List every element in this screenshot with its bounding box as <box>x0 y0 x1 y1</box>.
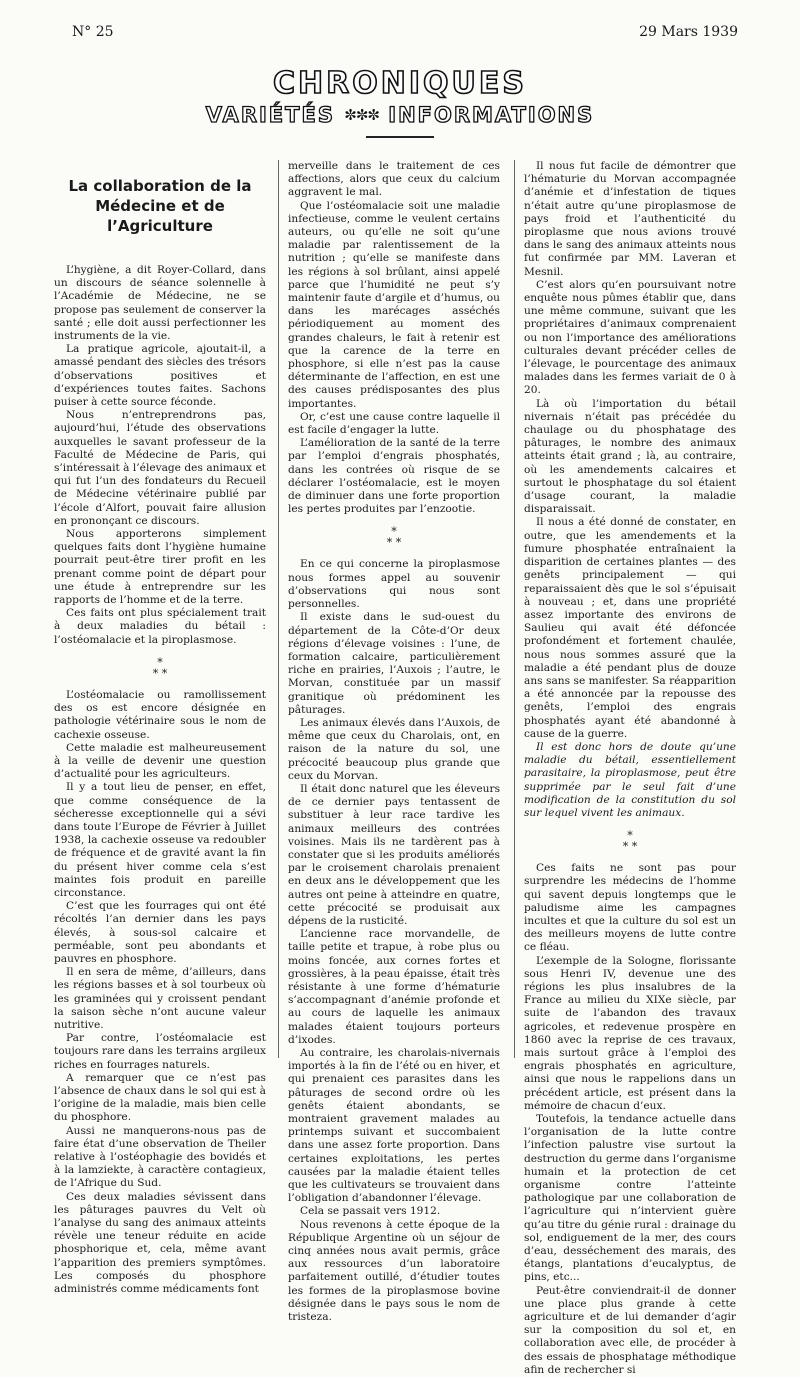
paragraph: Il y a tout lieu de penser, en effet, que comme conséquence de la sécheresse exceptionnelle qui a sévi dans toute l’Europe de Février à Juillet 1938, la cachexie osseuse va redoubler de fréquence et de gravité avant la fin du présent hiver comme cela s’est maintes fois produit en pareille circonstance. <box>54 781 266 899</box>
paragraph-emphasis: Il est donc hors de doute qu’une maladie du bétail, essentiellement parasitaire, la piroplasmose, peut être supprimée par le seul fait d’une modification de la constitution du sol sur lequel vivent les animaux. <box>524 740 736 819</box>
section-separator <box>524 830 736 852</box>
article-column-1 <box>54 176 266 1296</box>
paragraph: Les animaux élevés dans l’Auxois, de même que ceux du Charolais, ont, en raison de la nature du sol, une précocité beaucoup plus grande que ceux du Morvan. <box>288 716 500 782</box>
paragraph: Toutefois, la tendance actuelle dans l’organisation de la lutte contre l’infection palustre vise surtout la destruction du germe dans l’organisme humain et la protection de cet organisme contre l’atteinte pathologique par une collaboration de l’agriculture qui n’intervient guère qu’au titre du génie rural : drainage du sol, endiguement de la mer, des cours d’eau, desséchement des marais, des étangs, plantations d’eucalyptus, de pins, etc... <box>524 1113 736 1284</box>
banner-title: CHRONIQUES <box>273 66 527 101</box>
paragraph: L’ostéomalacie ou ramollissement des os est encore désignée en pathologie vétérinaire sous le nom de cachexie osseuse. <box>54 688 266 741</box>
separator-star: * <box>627 829 633 843</box>
section-separator <box>54 657 266 679</box>
separator-stars: * * <box>622 840 638 854</box>
section-separator <box>288 526 500 548</box>
banner-ornament-icon: ✼✼✼ <box>344 106 379 124</box>
paragraph: La pratique agricole, ajoutait-il, a amassé pendant des siècles des trésors d’observations positives et d’expériences toutes faites. Sachons puiser à cette source féconde. <box>54 343 266 409</box>
paragraph: merveille dans le traitement de ces affections, alors que ceux du calcium aggravent le mal. <box>288 160 500 199</box>
separator-star: * <box>391 525 397 539</box>
separator-stars: * * <box>386 536 402 550</box>
article-title: La collaboration de la Médecine et de l’Agriculture <box>68 177 252 235</box>
paragraph: Il en sera de même, d’ailleurs, dans les régions basses et à sol tourbeux où les graminées qui y croissent pendant la saison sèche n’ont aucune valeur nutritive. <box>54 966 266 1031</box>
column-divider <box>278 160 279 1058</box>
paragraph: Peut-être conviendrait-il de donner une place plus grande à cette agriculture et de lui demander d’agir sur la composition du sol et, en collaboration avec elle, de procéder à des essais de phosphatage méthodique afin de rechercher si <box>524 1284 736 1376</box>
paragraph: Au contraire, les charolais-nivernais importés à la fin de l’été ou en hiver, et qui prenaient ces parasites dans les pâturages de second ordre où les genêts étaient abondants, se montraient gravement malades au printemps suivant et succombaient dans une assez forte proportion. Dans certaines exploitations, les pertes causées par la maladie étaient telles que les cultivateurs se trouvaient dans l’obligation d’abandonner l’élevage. <box>288 1047 500 1205</box>
paragraph: Que l’ostéomalacie soit une maladie infectieuse, comme le veulent certains auteurs, ou qu’elle ne soit qu’une maladie par ralentissement de la nutrition ; qu’elle se manifeste dans les régions à sol brûlant, ainsi appelé parce que l’humidité ne peut s’y maintenir faute d’argile et d’humus, ou dans les marécages asséchés périodiquement au moment des grandes chaleurs, le fait à retenir est que la carence de la terre en phosphore, si elle n’est pas la cause déterminante de l’affection, en est une des causes prédisposantes des plus importantes. <box>288 199 500 410</box>
paragraph: Cela se passait vers 1912. <box>300 1205 441 1218</box>
banner-subtitle <box>0 102 800 128</box>
paragraph: L’ancienne race morvandelle, de taille petite et trapue, à robe plus ou moins foncée, aux cornes fortes et grossières, à la peau épaisse, était très résistante à une forme d’hématurie s’accompagnant d’anémie profonde et au cours de laquelle les animaux malades étaient toujours porteurs d’ixodes. <box>288 928 500 1046</box>
banner-rule <box>366 136 434 138</box>
paragraph: Par contre, l’ostéomalacie est toujours rare dans les terrains argileux riches en fourrages naturels. <box>54 1032 266 1071</box>
paragraph: Il existe dans le sud-ouest du département de la Côte-d’Or deux régions d’élevage voisines : l’une, de formation calcaire, particulièrement riche en prairies, l’Auxois ; l’autre, le Morvan, constituée par un massif granitique où prédominent les pâturages. <box>288 611 500 716</box>
separator-star: * <box>157 655 163 669</box>
section-banner <box>0 68 800 128</box>
paragraph: Nous revenons à cette époque de la République Argentine où un séjour de cinq années nous avait permis, grâce aux ressources d’un laboratoire parfaitement outillé, d’étudier toutes les formes de la piroplasmose bovine désignée dans le pays sous le nom de tristeza. <box>288 1218 500 1324</box>
paragraph: En ce qui concerne la piroplasmose nous formes appel au souvenir d’observations qui nous sont personnelles. <box>288 558 500 611</box>
paragraph: Il nous fut facile de démontrer que l’hématurie du Morvan accompagnée d’anémie et d’infestation de tiques n’était autre qu’une piroplasmose de pays froid et l’authenticité du piroplasme que nous avions trouvé dans le sang des animaux atteints nous fut confirmée par MM. Laveran et Mesnil. <box>524 160 736 278</box>
paragraph: Il était donc naturel que les éleveurs de ce dernier pays tentassent de substituer à leur race tardive les animaux meilleurs des contrées voisines. Mais ils ne tardèrent pas à constater que si les produits améliorés par le croisement charolais prenaient en deux ans le développement que les autres ont peine à atteindre en quatre, cette précocité se produisait aux dépens de la rusticité. <box>288 782 500 927</box>
separator-stars: * * <box>152 666 168 680</box>
banner-informations: INFORMATIONS <box>388 103 595 127</box>
paragraph: Là où l’importation du bétail nivernais n’était pas précédée du chaulage ou du phosphatage des pâturages, le nombre des animaux atteints était grand ; là, au contraire, où les amendements calcaires et surtout le phosphatage du sol étaient d’usage courant, la maladie disparaissait. <box>524 397 736 516</box>
article-column-2 <box>288 160 500 1324</box>
paragraph: L’exemple de la Sologne, florissante sous Henri IV, devenue une des régions les plus insalubres de la France au milieu du XIXe siècle, par suite de l’abandon des travaux agricoles, et redevenue prospère en 1860 avec la reprise de ces travaux, mais surtout grâce à l’emploi des engrais phosphatés en agriculture, ainsi que nous le rappelions dans un précédent article, est présent dans la mémoire de chacun d’eux. <box>524 954 736 1112</box>
issue-number: N° 25 <box>72 24 114 40</box>
paragraph: Or, c’est une cause contre laquelle il est facile d’engager la lutte. <box>288 410 500 437</box>
paragraph: A remarquer que ce n’est pas l’absence de chaux dans le sol qui est à l’origine de la maladie, mais bien celle du phosphore. <box>54 1071 266 1124</box>
paragraph: C’est que les fourrages qui ont été récoltés l’an dernier dans les pays élevés, à sous-sol calcaire et perméable, sont peu abondants et pauvres en phosphore. <box>54 900 266 965</box>
paragraph: Ces faits ne sont pas pour surprendre les médecins de l’homme qui savent depuis longtemps que le paludisme aime les campagnes incultes et que la culture du sol est un des meilleurs moyens de lutte contre ce fléau. <box>524 862 736 954</box>
issue-date: 29 Mars 1939 <box>639 24 738 40</box>
paragraph: Ces deux maladies sévissent dans les pâturages pauvres du Velt où l’analyse du sang des animaux atteints révèle une teneur réduite en acide phosphorique et, cela, même avant l’apparition des premiers symptômes. Les composés du phosphore administrés comme médicaments font <box>54 1190 266 1296</box>
column-divider <box>514 160 515 1058</box>
paragraph: Nous apporterons simplement quelques faits dont l’hygiène humaine pourrait peut-être tirer profit en les prenant comme point de départ pour une étude à entreprendre sur les rapports de l’homme et de la terre. <box>54 528 266 607</box>
paragraph: L’hygiène, a dit Royer-Collard, dans un discours de séance solennelle à l’Académie de Médecine, ne se propose pas seulement de conserver la santé ; elle doit aussi perfectionner les instruments de la vie. <box>54 264 266 343</box>
paragraph: Ces faits ont plus spécialement trait à deux maladies du bétail : l’ostéomalacie et la piroplasmose. <box>54 607 266 646</box>
paragraph: Aussi ne manquerons-nous pas de faire état d’une observation de Theiler relative à l’ostéophagie des bovidés et à la lamziekte, à caractère contagieux, de l’Afrique du Sud. <box>54 1124 266 1190</box>
paragraph: Cette maladie est malheureusement à la veille de devenir une question d’actualité pour les agriculteurs. <box>54 741 266 781</box>
paragraph: C’est alors qu’en poursuivant notre enquête nous pûmes établir que, dans une même commune, suivant que les propriétaires d’animaux comprenaient ou non l’importance des améliorations culturales devant précéder celles de l’élevage, le pourcentage des animaux malades dans les fermes variait de 0 à 20. <box>524 278 736 397</box>
paragraph: Nous n’entreprendrons pas, aujourd’hui, l’étude des observations auxquelles le savant professeur de la Faculté de Médecine de Paris, qui s’intéressait à l’élevage des animaux et qui fut l’un des fondateurs du Recueil de Médecine vétérinaire publié par l’école d’Alfort, pouvait faire allusion en prononçant ce discours. <box>54 409 266 527</box>
paragraph: Il nous a été donné de constater, en outre, que les amendements et la fumure phosphatée entraînaient la disparition de certaines plantes — des genêts principalement — qui reparaissaient dès que le sol s’épuisait à nouveau ; et, dans une propriété assez importante des environs de Saulieu qui avait été défoncée profondément et fortement chaulée, nous nous sommes assuré que la maladie a été pendant plus de douze ans sans se manifester. Sa réapparition a été annoncée par la repousse des genêts, l’emploi des engrais phosphatés ayant été abandonné à cause de la guerre. <box>524 516 736 740</box>
paragraph: L’amélioration de la santé de la terre par l’emploi d’engrais phosphatés, dans les contrées où risque de se déclarer l’ostéomalacie, est le moyen de diminuer dans une forte proportion les pertes produites par l’enzootie. <box>288 437 500 516</box>
article-column-3 <box>524 160 736 1377</box>
banner-varietes: VARIÉTÉS <box>205 103 335 127</box>
